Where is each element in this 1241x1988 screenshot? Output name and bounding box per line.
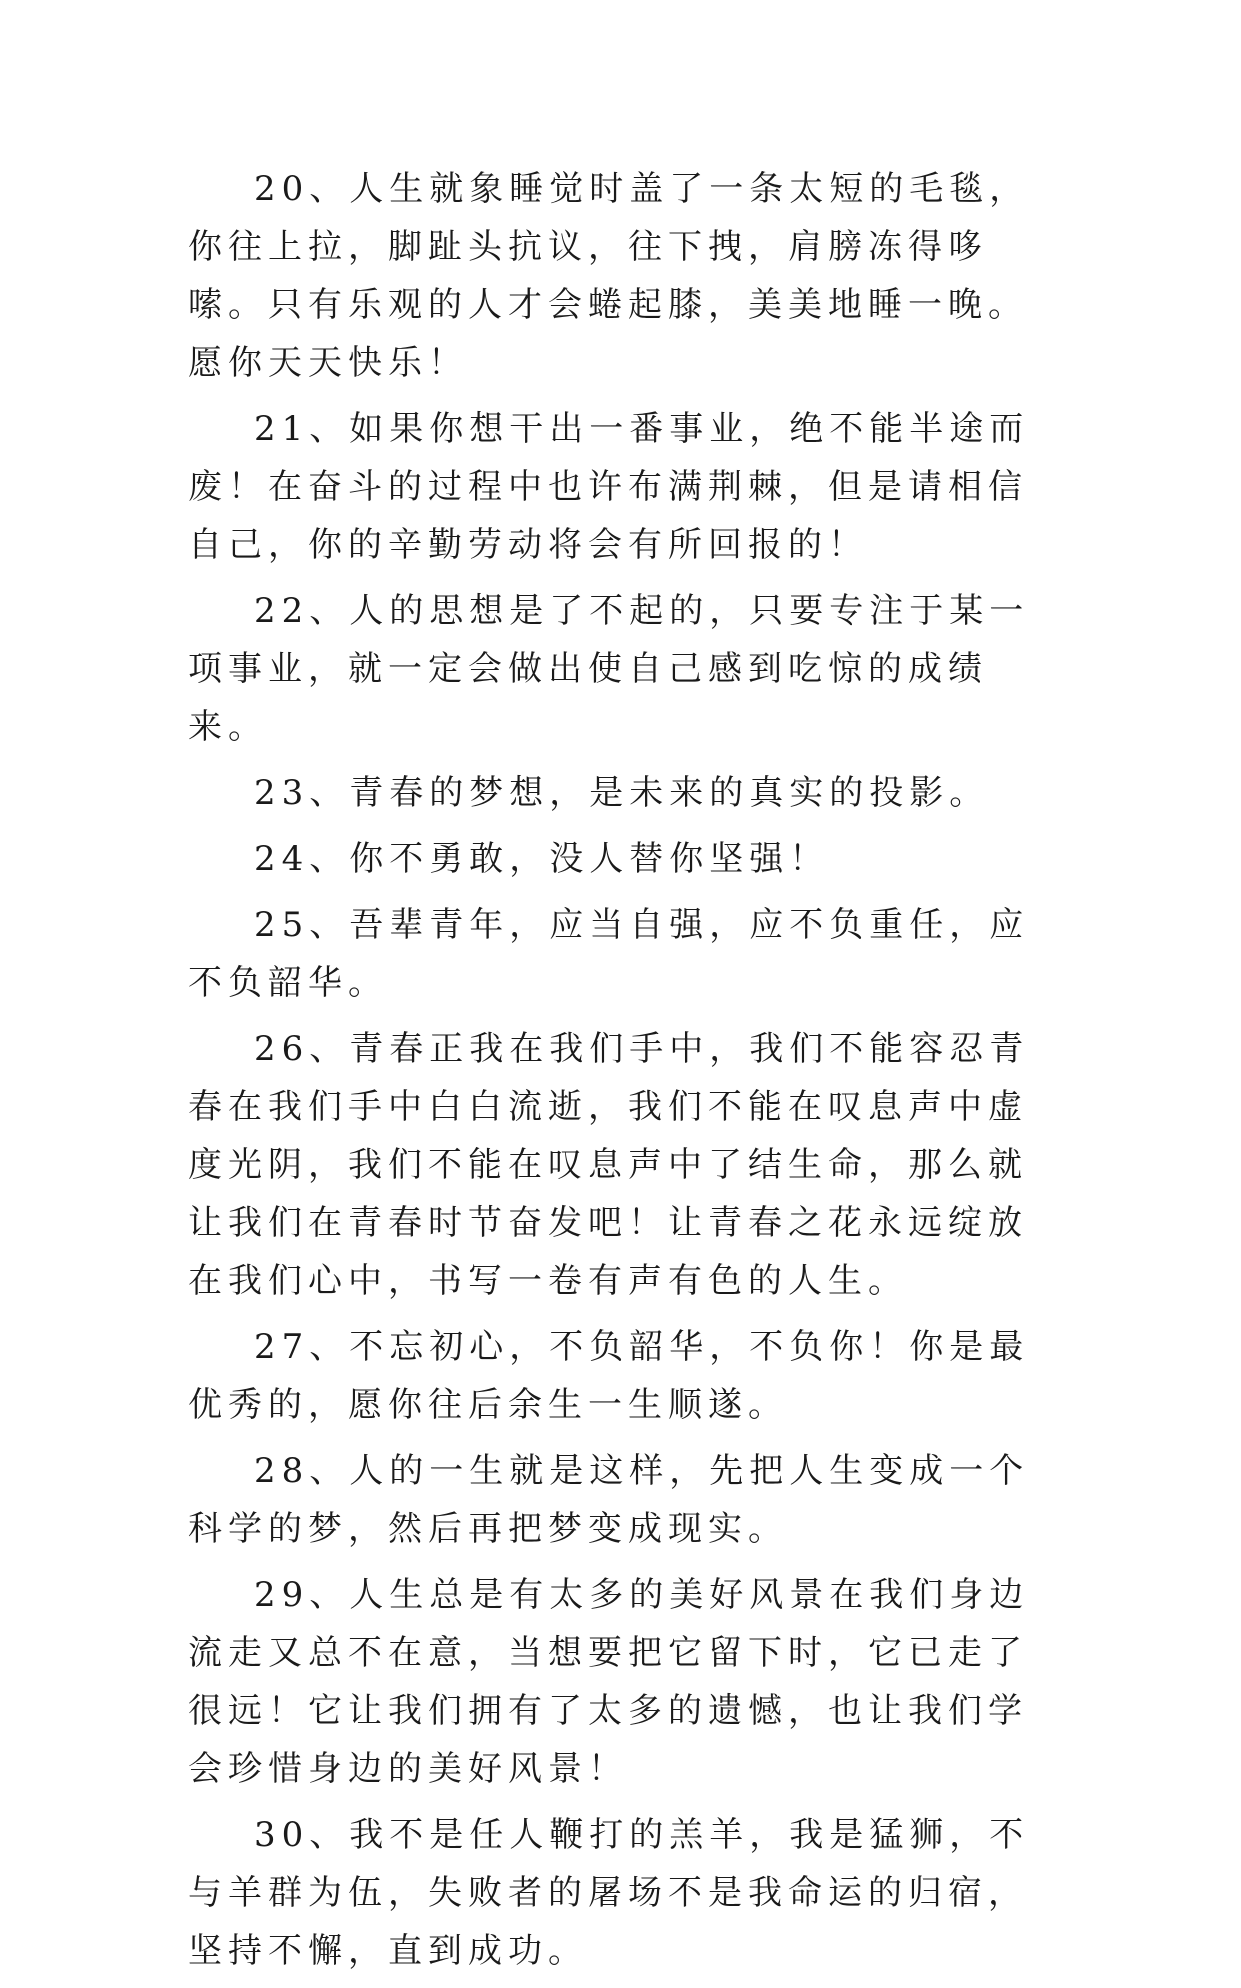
paragraph-29: 29、人生总是有太多的美好风景在我们身边流走又总不在意，当想要把它留下时，它已走了很远！它让我们拥有了太多的遗憾，也让我们学会珍惜身边的美好风景！: [188, 1575, 1030, 1789]
paragraph-24: 24、你不勇敢，没人替你坚强！: [254, 839, 830, 879]
paragraph-23: 23、青春的梦想，是未来的真实的投影。: [254, 773, 990, 813]
paragraph-21: 21、如果你想干出一番事业，绝不能半途而废！在奋斗的过程中也许布满荆棘，但是请相信自己，你的辛勤劳动将会有所回报的！: [188, 409, 1030, 565]
paragraph-25: 25、吾辈青年，应当自强，应不负重任，应不负韶华。: [188, 905, 1030, 1003]
paragraph-28: 28、人的一生就是这样，先把人生变成一个科学的梦，然后再把梦变成现实。: [188, 1451, 1030, 1549]
paragraph-30: 30、我不是任人鞭打的羔羊，我是猛狮，不与羊群为伍，失败者的屠场不是我命运的归宿，坚持不懈，直到成功。: [188, 1815, 1030, 1971]
document-body: [188, 160, 1060, 1988]
paragraph-20: 20、人生就象睡觉时盖了一条太短的毛毯，你往上拉，脚趾头抗议，往下拽，肩膀冻得哆嗦。只有乐观的人才会蜷起膝，美美地睡一晚。愿你天天快乐！: [188, 169, 1030, 383]
paragraph-26: 26、青春正我在我们手中，我们不能容忍青春在我们手中白白流逝，我们不能在叹息声中虚度光阴，我们不能在叹息声中了结生命，那么就让我们在青春时节奋发吧！让青春之花永远绽放在我们心中，书写一卷有声有色的人生。: [188, 1029, 1030, 1301]
paragraph-22: 22、人的思想是了不起的，只要专注于某一项事业，就一定会做出使自己感到吃惊的成绩来。: [188, 591, 1030, 747]
paragraph-27: 27、不忘初心，不负韶华，不负你！你是最优秀的，愿你往后余生一生顺遂。: [188, 1327, 1030, 1425]
